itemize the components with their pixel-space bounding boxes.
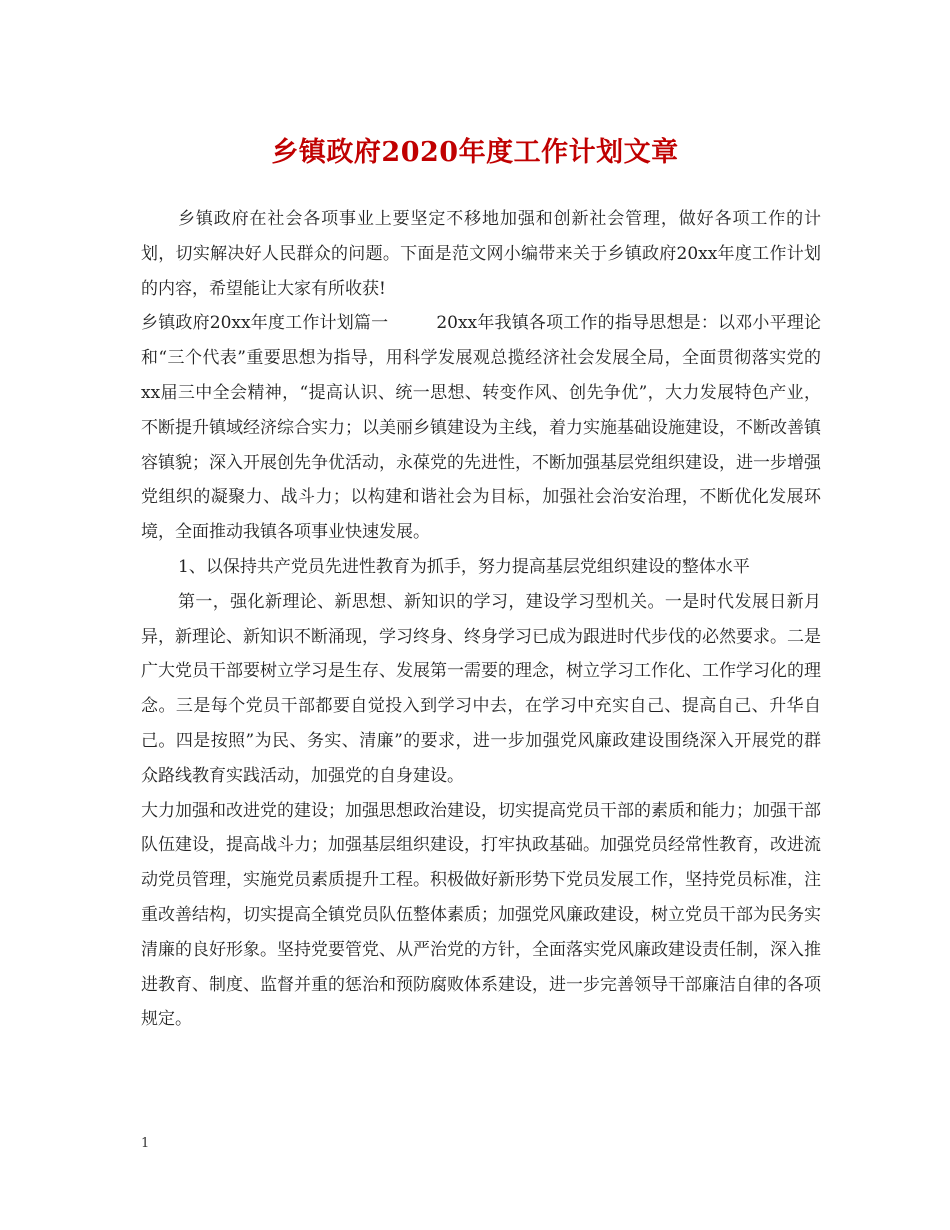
item-heading: 1、以保持共产党员先进性教育为抓手，努力提高基层党组织建设的整体水平 [178, 556, 750, 577]
page-number: 1 [141, 1136, 150, 1151]
section-paragraph [141, 306, 821, 550]
section-heading: 乡镇政府20xx年度工作计划篇一 [141, 313, 389, 334]
paragraph-second: 大力加强和改进党的建设；加强思想政治建设，切实提高党员干部的素质和能力；加强干部队伍建设，提高战斗力；加强基层组织建设，打牢执政基础。加强党员经常性教育，改进流动党员管理，实施党员素质提升工程。积极做好新形势下党员发展工作，坚持党员标准，注重改善结构，切实提高全镇党员队伍整体素质；加强党风廉政建设，树立党员干部为民务实清廉的良好形象。坚持党要管党、从严治党的方针，全面落实党风廉政建设责任制，深入推进教育、制度、监督并重的惩治和预防腐败体系建设，进一步完善领导干部廉洁自律的各项规定。 [141, 800, 821, 1030]
page-title: 乡镇政府2020年度工作计划文章 [271, 137, 679, 168]
document-body [141, 202, 821, 1037]
intro-paragraph: 乡镇政府在社会各项事业上要坚定不移地加强和创新社会管理，做好各项工作的计划，切实解决好人民群众的问题。下面是范文网小编带来关于乡镇政府20xx年度工作计划的内容，希望能让大家有所收获! [141, 209, 821, 299]
section-body: 20xx年我镇各项工作的指导思想是：以邓小平理论和“三个代表”重要思想为指导，用科学发展观总揽经济社会发展全局，全面贯彻落实党的xx届三中全会精神，“提高认识、统一思想、转变作风、创先争优”，大力发展特色产业，不断提升镇域经济综合实力；以美丽乡镇建设为主线，着力实施基础设施建设，不断改善镇容镇貌；深入开展创先争优活动，永葆党的先进性，不断加强基层党组织建设，进一步增强党组织的凝聚力、战斗力；以构建和谐社会为目标，加强社会治安治理，不断优化发展环境，全面推动我镇各项事业快速发展。 [141, 313, 821, 543]
paragraph-first: 第一，强化新理论、新思想、新知识的学习，建设学习型机关。一是时代发展日新月异，新理论、新知识不断涌现，学习终身、终身学习已成为跟进时代步伐的必然要求。二是广大党员干部要树立学习是生存、发展第一需要的理念，树立学习工作化、工作学习化的理念。三是每个党员干部都要自觉投入到学习中去，在学习中充实自己、提高自己、升华自己。四是按照”为民、务实、清廉”的要求，进一步加强党风廉政建设围绕深入开展党的群众路线教育实践活动，加强党的自身建设。 [141, 591, 821, 786]
